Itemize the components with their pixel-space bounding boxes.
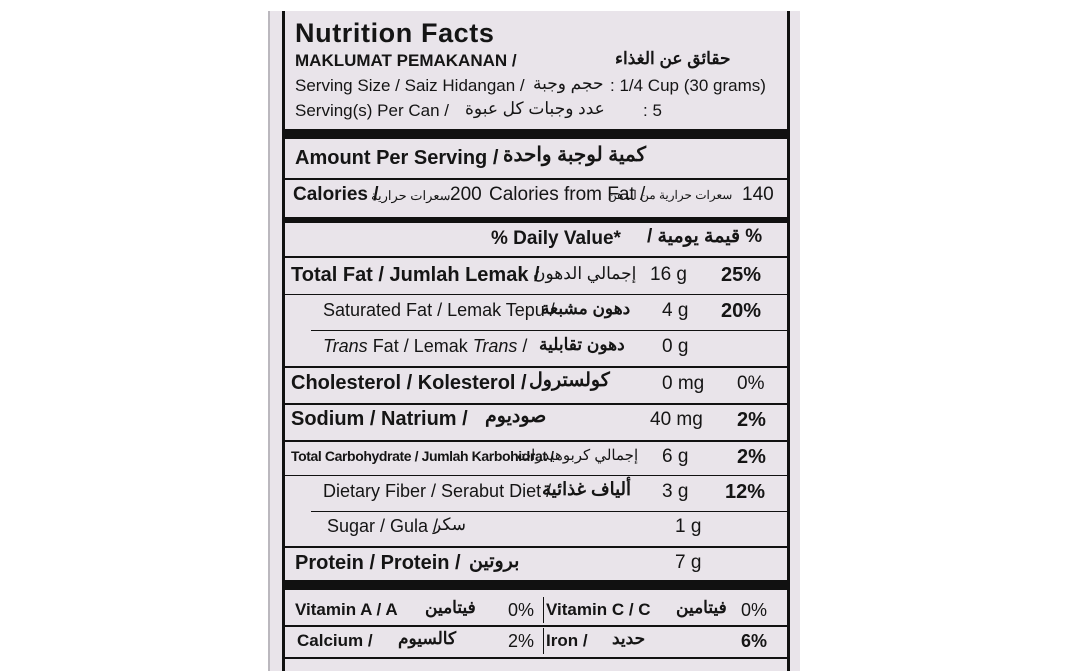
trans-fat-amount: 0 g [662,336,689,357]
daily-value-label: % Daily Value* [491,228,621,249]
nutrition-facts-panel [282,11,790,671]
total-fat-label: Total Fat / Jumlah Lemak / [291,264,540,286]
total-fat-dv: 25% [721,264,762,286]
nutrition-facts-title: Nutrition Facts [295,18,495,48]
bottom-divider [285,657,787,659]
protein-arabic: بروتين [469,551,520,572]
medium-divider [285,217,787,223]
servings-per-can-value: : 5 [643,101,662,120]
sodium-amount: 40 mg [650,409,703,430]
trans-fat-label-d: / [517,336,528,356]
sodium-dv: 2% [737,409,766,431]
saturated-fat-arabic: دهون مشبعة [541,299,631,318]
calcium-arabic: كالسيوم [398,629,457,648]
divider [285,256,787,258]
dietary-fiber-arabic: ألياف غذائية [542,479,632,499]
calories-value: 200 [450,184,482,205]
vitamin-a-label: Vitamin A / A [295,600,398,619]
total-carbohydrate-amount: 6 g [662,446,689,467]
protein-label: Protein / Protein / [295,552,461,574]
dietary-fiber-dv: 12% [725,481,766,503]
divider [285,625,787,627]
total-fat-amount: 16 g [650,264,687,285]
trans-fat-label [323,337,527,355]
serving-size-value: : 1/4 Cup (30 grams) [610,76,766,95]
cholesterol-arabic: كولسترول [529,370,610,391]
trans-fat-label-c: Trans [472,336,518,356]
trans-fat-label-b: Fat / Lemak [367,336,473,356]
calcium-label: Calcium / [297,631,373,650]
vitamin-c-arabic: فيتامين [676,598,727,617]
subtitle-arabic: حقائق عن الغذاء [615,49,731,68]
dietary-fiber-label: Dietary Fiber / Serabut Diet / [323,481,552,501]
sugar-arabic: سكر [433,515,467,534]
column-divider [543,597,544,623]
sugar-amount: 1 g [675,516,702,537]
calories-from-fat-label: Calories from Fat / [489,184,646,205]
servings-per-can-label: Serving(s) Per Can / [295,101,449,120]
total-carbohydrate-dv: 2% [737,446,766,468]
divider [311,511,787,512]
cholesterol-amount: 0 mg [662,373,705,394]
amount-per-serving-label: Amount Per Serving / [295,147,499,169]
divider [285,366,787,368]
nutrition-label-backdrop [268,11,800,671]
divider [285,403,787,405]
trans-fat-label-a: Trans [323,336,368,356]
subtitle-malay: MAKLUMAT PEMAKANAN / [295,51,517,70]
amount-per-serving-arabic: كمية لوجبة واحدة [503,144,647,166]
column-divider [543,628,544,654]
total-carbohydrate-arabic: إجمالي كربوهيدرات [517,447,639,464]
dietary-fiber-amount: 3 g [662,481,689,502]
saturated-fat-label: Saturated Fat / Lemak Tepu / [323,300,555,320]
vitamin-c-label: Vitamin C / C [546,600,651,619]
vitamin-a-dv: 0% [508,600,535,620]
sodium-label: Sodium / Natrium / [291,408,468,430]
trans-fat-arabic: دهون تقابلية [539,335,625,354]
divider [285,440,787,442]
calories-arabic: سعرات حرارية [371,188,451,203]
serving-size-label: Serving Size / Saiz Hidangan / [295,76,525,95]
cholesterol-label: Cholesterol / Kolesterol / [291,372,527,394]
thick-divider [285,580,787,590]
daily-value-arabic: % قيمة يومية / [647,226,763,247]
calories-from-fat-value: 140 [742,184,774,205]
saturated-fat-dv: 20% [721,300,762,322]
divider [285,475,787,476]
vitamin-a-arabic: فيتامين [425,598,476,617]
servings-per-can-arabic: عدد وجبات كل عبوة [465,99,605,118]
vitamin-c-dv: 0% [741,600,768,620]
iron-label: Iron / [546,631,588,650]
calories-label: Calories / [293,184,379,205]
divider [285,178,787,180]
cholesterol-dv: 0% [737,373,765,394]
iron-dv: 6% [741,631,768,651]
calcium-dv: 2% [508,631,535,651]
divider [285,294,787,295]
divider [285,546,787,548]
total-fat-arabic: إجمالي الدهون [533,264,637,283]
calories-from-fat-arabic: سعرات حرارية من الدهن [608,188,733,202]
protein-amount: 7 g [675,552,702,573]
thick-divider [285,129,787,139]
serving-size-arabic: حجم وجبة [533,74,604,93]
iron-arabic: حديد [612,629,646,648]
saturated-fat-amount: 4 g [662,300,689,321]
total-carbohydrate-label: Total Carbohydrate / Jumlah Karbohidrat / [291,448,554,464]
sodium-arabic: صوديوم [485,406,547,427]
sugar-label: Sugar / Gula / [327,516,439,536]
divider [311,330,787,331]
